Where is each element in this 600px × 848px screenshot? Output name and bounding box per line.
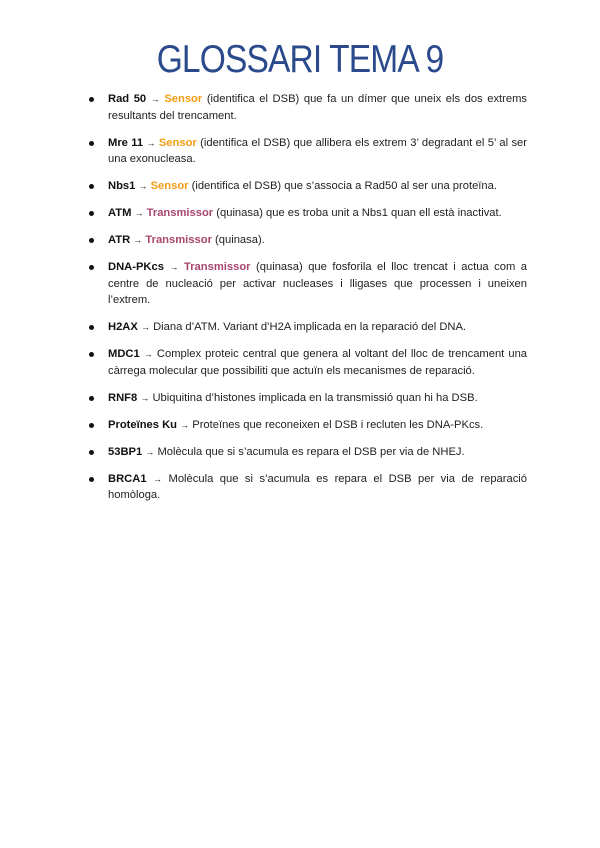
glossary-term: 53BP1 bbox=[108, 445, 143, 458]
glossary-definition: (quinasa) que fosforila el lloc trencat i actua com a centre de nucleació per activar nucleases i lligases que processen i uneixen l’extrem. bbox=[108, 261, 528, 306]
glossary-item bbox=[88, 91, 527, 124]
bullet-icon bbox=[89, 396, 94, 401]
glossary-item bbox=[88, 232, 527, 249]
glossary-term: ATR bbox=[108, 234, 131, 246]
arrow-icon: → bbox=[143, 349, 153, 359]
arrow-icon: → bbox=[140, 322, 150, 332]
glossary-term: MDC1 bbox=[108, 348, 140, 360]
glossary-definition: Molècula que si s’acumula es repara el DSB per via de reparació homòloga. bbox=[108, 472, 528, 501]
glossary-definition: Proteïnes que reconeixen el DSB i recluten les DNA-PKcs. bbox=[192, 418, 484, 431]
glossary-item bbox=[88, 205, 527, 222]
glossary-term: DNA-PKcs bbox=[108, 261, 164, 273]
glossary-item bbox=[88, 346, 527, 379]
glossary-term: BRCA1 bbox=[108, 472, 147, 485]
arrow-icon: → bbox=[146, 137, 156, 148]
arrow-icon: → bbox=[133, 235, 143, 245]
arrow-icon: → bbox=[140, 392, 150, 403]
bullet-icon bbox=[89, 450, 94, 455]
glossary-definition: (identifica el DSB) que s’associa a Rad50 al ser una proteïna. bbox=[188, 180, 497, 192]
bullet-icon bbox=[89, 141, 94, 146]
bullet-icon bbox=[89, 477, 94, 482]
bullet-icon bbox=[89, 265, 94, 270]
glossary-definition: (quinasa). bbox=[211, 234, 265, 246]
glossary-item bbox=[88, 259, 527, 309]
arrow-icon: → bbox=[134, 208, 144, 218]
arrow-icon: → bbox=[150, 94, 160, 104]
arrow-icon: → bbox=[153, 473, 163, 484]
arrow-icon: → bbox=[169, 262, 179, 272]
role-label-transmissor: Transmissor bbox=[146, 207, 214, 219]
role-label-transmissor: Transmissor bbox=[183, 261, 251, 273]
glossary-term: Proteïnes Ku bbox=[108, 418, 178, 431]
role-label-sensor: Sensor bbox=[164, 93, 203, 105]
role-label-sensor: Sensor bbox=[158, 136, 197, 149]
bullet-icon bbox=[89, 352, 94, 357]
glossary-term: Mre 11 bbox=[108, 136, 144, 149]
glossary-item bbox=[88, 135, 527, 168]
bullet-icon bbox=[89, 238, 94, 243]
bullet-icon bbox=[89, 423, 94, 428]
bullet-icon bbox=[89, 97, 94, 102]
page-title: GLOSSARI TEMA 9 bbox=[156, 38, 444, 81]
glossary-definition: Diana d’ATM. Variant d’H2A implicada en la reparació del DNA. bbox=[153, 321, 467, 333]
glossary-definition: Ubiquitina d’histones implicada en la transmissió quan hi ha DSB. bbox=[152, 391, 478, 404]
glossary-list bbox=[88, 91, 527, 514]
glossary-term: Rad 50 bbox=[108, 93, 147, 105]
glossary-term: Nbs1 bbox=[108, 180, 136, 192]
glossary-definition: (identifica el DSB) que allibera els extrem 3’ degradant el 5’ al ser una exonucleasa. bbox=[108, 136, 527, 165]
arrow-icon: → bbox=[180, 419, 190, 430]
glossary-term: ATM bbox=[108, 207, 132, 219]
glossary-definition: Molècula que si s’acumula es repara el DSB per via de NHEJ. bbox=[157, 445, 465, 458]
arrow-icon: → bbox=[145, 446, 155, 457]
glossary-term: H2AX bbox=[108, 321, 138, 333]
role-label-sensor: Sensor bbox=[150, 180, 189, 192]
bullet-icon bbox=[89, 211, 94, 216]
glossary-definition: (identifica el DSB) que fa un dímer que uneix els dos extrems resultants del trencament. bbox=[108, 93, 528, 122]
arrow-icon: → bbox=[138, 181, 148, 191]
role-label-transmissor: Transmissor bbox=[145, 234, 212, 246]
glossary-item bbox=[88, 178, 527, 195]
glossary-item bbox=[88, 417, 527, 434]
glossary-definition: (quinasa) que es troba unit a Nbs1 quan ell està inactivat. bbox=[213, 207, 502, 219]
bullet-icon bbox=[89, 184, 94, 189]
glossary-item bbox=[88, 390, 527, 407]
bullet-icon bbox=[89, 325, 94, 330]
glossary-term: RNF8 bbox=[108, 391, 138, 404]
glossary-item bbox=[88, 471, 527, 504]
glossary-item bbox=[88, 444, 527, 461]
glossary-definition: Complex proteic central que genera al voltant del lloc de trencament una càrrega molecular que possibiliti que actuïn els mecanismes de reparació. bbox=[108, 348, 528, 377]
glossary-item bbox=[88, 319, 527, 336]
